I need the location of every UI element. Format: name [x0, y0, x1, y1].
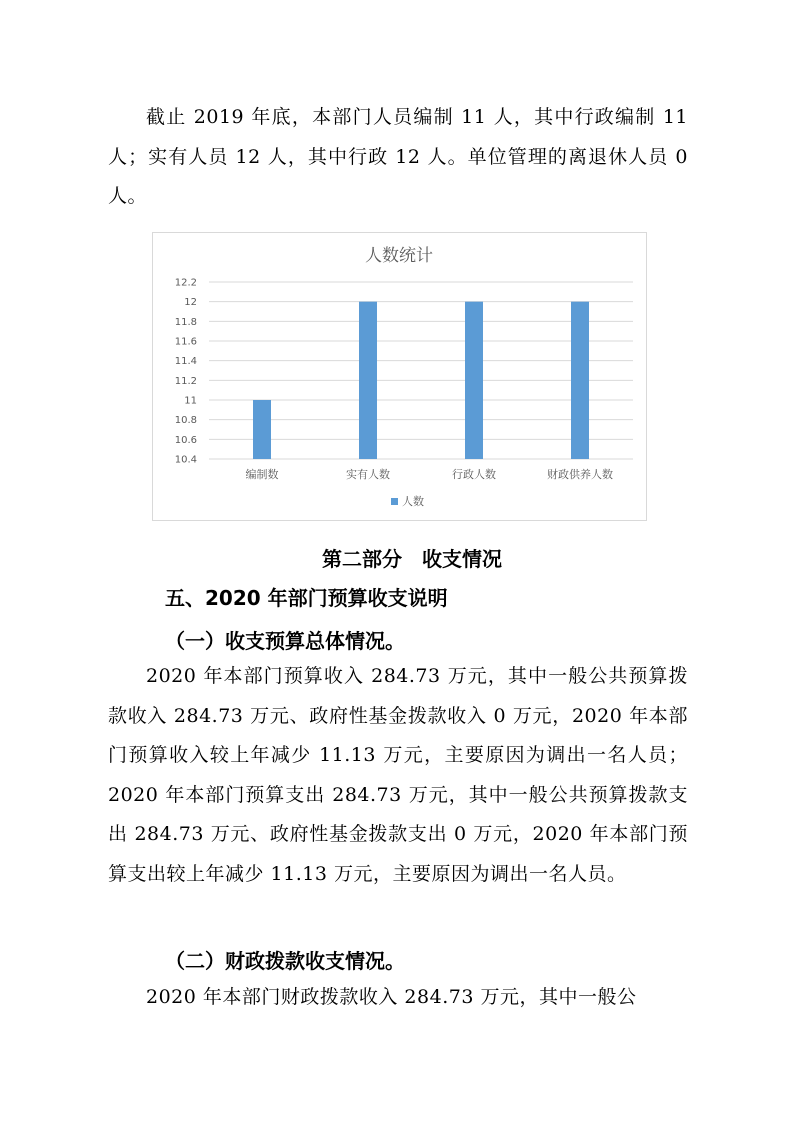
- bar: [571, 302, 589, 459]
- y-tick-label: 11.6: [174, 336, 197, 348]
- subsection-2-paragraph: 2020 年本部门财政拨款收入 284.73 万元，其中一般公: [146, 986, 637, 1008]
- y-tick-label: 12.2: [174, 277, 197, 289]
- chart-title: 人数统计: [365, 246, 433, 266]
- y-tick-label: 10.4: [174, 454, 197, 466]
- x-category-label: 编制数: [245, 468, 279, 481]
- legend-label: 人数: [402, 495, 424, 508]
- bar: [359, 302, 377, 459]
- y-tick-label: 11.2: [174, 375, 197, 387]
- part-title: 第二部分 收支情况: [322, 547, 502, 571]
- y-tick-label: 12: [184, 297, 197, 309]
- x-category-label: 实有人数: [346, 468, 390, 481]
- bar: [253, 400, 271, 459]
- y-tick-label: 11.8: [174, 316, 197, 328]
- headcount-chart: [152, 232, 647, 521]
- y-tick-label: 11: [184, 395, 197, 407]
- x-category-label: 财政供养人数: [547, 468, 613, 481]
- bar: [465, 302, 483, 459]
- y-tick-label: 11.4: [174, 356, 197, 368]
- subsection-2-title: （二）财政拨款收支情况。: [165, 949, 405, 973]
- subsection-1-title: （一）收支预算总体情况。: [165, 629, 405, 653]
- y-tick-label: 10.8: [174, 415, 197, 427]
- section-5-title: 五、2020 年部门预算收支说明: [165, 586, 448, 610]
- subsection-1-paragraph: 2020 年本部门预算收入 284.73 万元，其中一般公共预算拨款收入 284.73 万元、政府性基金拨款收入 0 万元，2020 年本部门预算收入较上年减少 11.13 万元，主要原因为调出一名人员；2020 年本部门预算支出 284.73 万元，其中一般公共预算拨款支出 284.73 万元、政府性基金拨款支出 0 万元，2020 年本部门预算支出较上年减少 11.13 万元，主要原因为调出一名人员。: [108, 665, 688, 885]
- x-category-label: 行政人数: [452, 468, 496, 481]
- intro-paragraph: 截止 2019 年底，本部门人员编制 11 人，其中行政编制 11 人；实有人员 12 人，其中行政 12 人。单位管理的离退休人员 0 人。: [108, 106, 688, 207]
- legend-swatch: [391, 498, 398, 505]
- chart-svg: [153, 233, 646, 520]
- chart-legend: [391, 494, 424, 508]
- y-tick-label: 10.6: [174, 434, 197, 446]
